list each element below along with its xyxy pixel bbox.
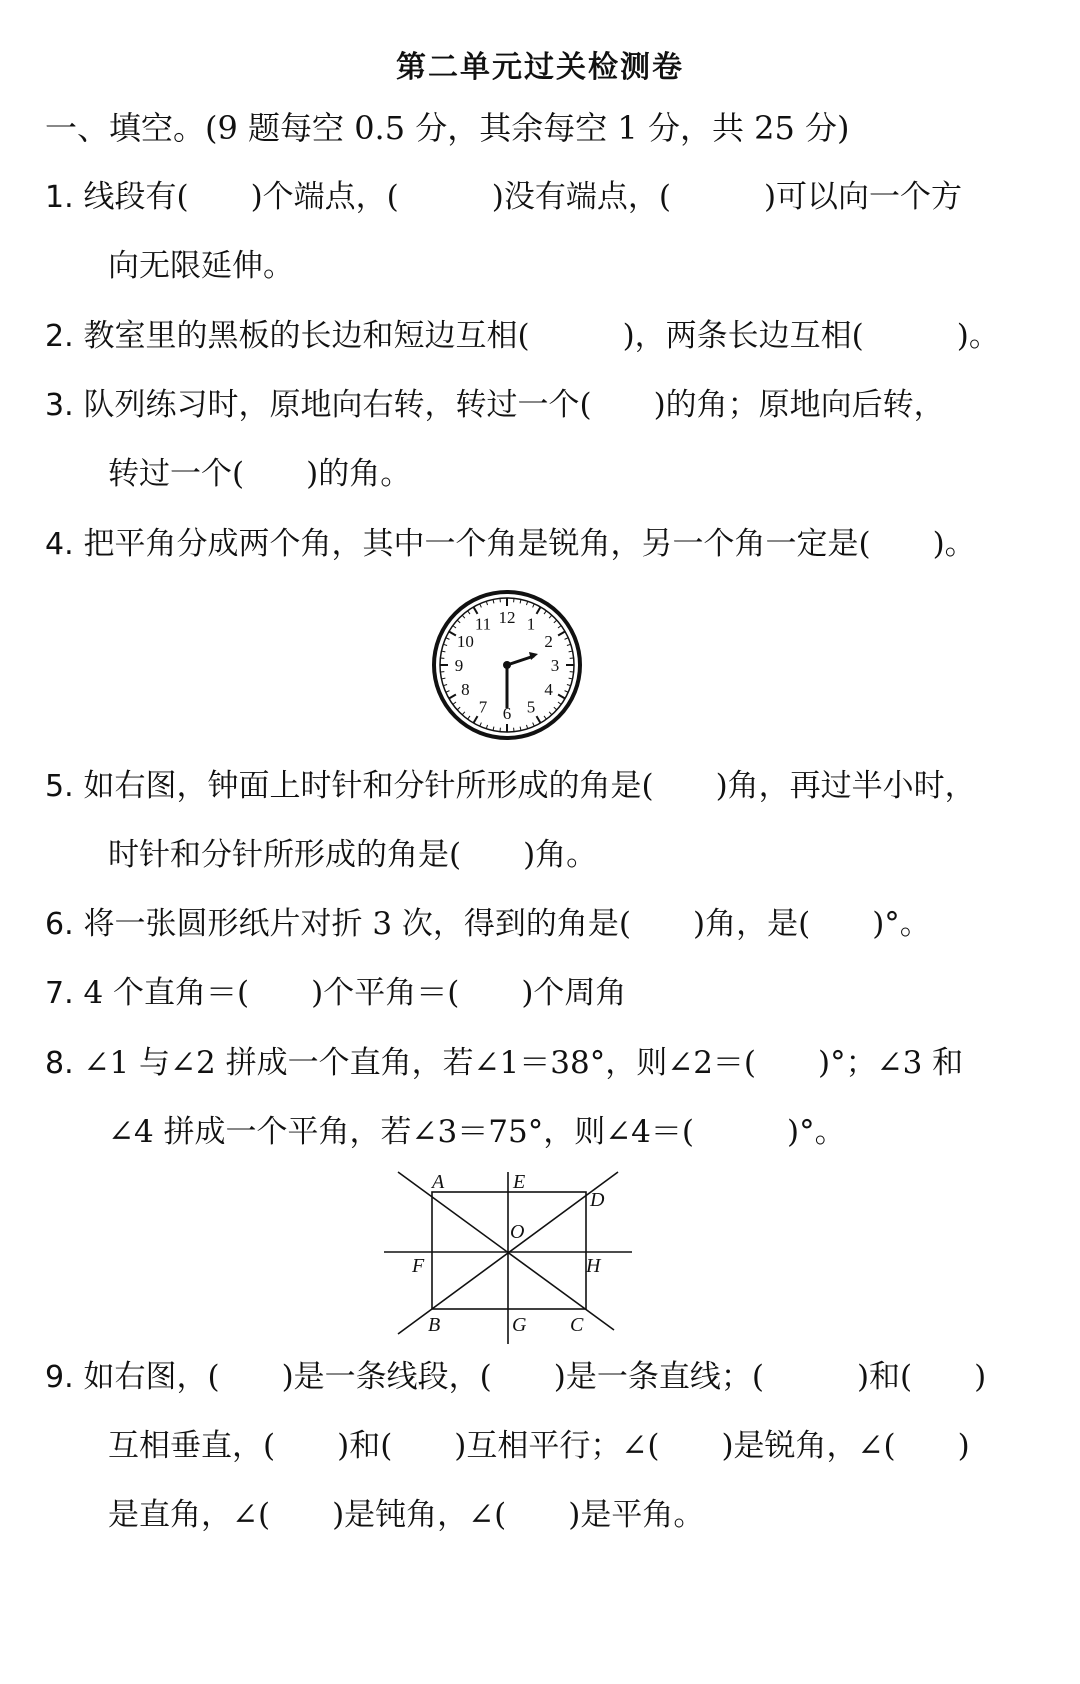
label-E: E — [513, 1171, 526, 1193]
question-number: 4. — [45, 527, 74, 562]
clock-number: 5 — [526, 697, 536, 717]
question-number: 5. — [45, 769, 74, 804]
clock-figure — [430, 588, 584, 742]
question-number: 6. — [45, 907, 74, 942]
question-5-cont: 时针和分针所形成的角是( )角。 — [108, 837, 598, 873]
label-D: D — [590, 1189, 605, 1211]
clock-number: 3 — [550, 656, 560, 675]
question-number: 1. — [45, 180, 74, 215]
question-6 — [45, 904, 931, 945]
question-text: 教室里的黑板的长边和短边互相( )，两条长边互相( )。 — [83, 318, 1000, 354]
question-9-cont-1: 互相垂直，( )和( )互相平行；∠( )是锐角，∠( ) — [108, 1428, 970, 1464]
question-3 — [45, 385, 945, 426]
question-number: 8. — [45, 1046, 74, 1081]
question-5 — [45, 766, 976, 807]
label-G: G — [512, 1314, 527, 1336]
label-O: O — [510, 1221, 525, 1243]
question-text: 线段有( )个端点，( )没有端点，( )可以向一个方 — [83, 179, 963, 215]
question-2 — [45, 316, 1000, 357]
question-9-cont-2: 是直角，∠( )是钝角，∠( )是平角。 — [108, 1497, 705, 1533]
question-8 — [45, 1043, 963, 1084]
label-H: H — [586, 1255, 601, 1277]
geometry-figure — [380, 1168, 636, 1348]
line-AC-diagonal — [398, 1172, 614, 1330]
question-number: 9. — [45, 1360, 74, 1395]
clock-number: 10 — [456, 632, 474, 651]
label-B: B — [428, 1314, 441, 1336]
label-A: A — [432, 1171, 445, 1193]
section-heading: 一、填空。(9 题每空 0.5 分，其余每空 1 分，共 25 分) — [45, 109, 850, 147]
question-7 — [45, 973, 626, 1014]
clock-number: 8 — [461, 680, 470, 699]
question-1 — [45, 177, 962, 218]
clock-number: 2 — [544, 632, 553, 651]
clock-center — [503, 661, 511, 669]
question-number: 3. — [45, 388, 74, 423]
question-number: 7. — [45, 976, 74, 1011]
page-title: 第二单元过关检测卷 — [396, 50, 684, 85]
question-4 — [45, 524, 976, 565]
question-text: 把平角分成两个角，其中一个角是锐角，另一个角一定是( )。 — [83, 526, 976, 562]
question-text: 将一张圆形纸片对折 3 次，得到的角是( )角，是( )°。 — [83, 906, 931, 942]
clock-number: 9 — [454, 656, 464, 675]
clock-number: 6 — [502, 704, 512, 723]
question-number: 2. — [45, 319, 74, 354]
label-F: F — [412, 1255, 425, 1277]
question-text: 4 个直角＝( )个平角＝( )个周角 — [83, 975, 627, 1011]
clock-number: 1 — [526, 614, 536, 634]
clock-number: 11 — [474, 614, 492, 634]
question-3-cont: 转过一个( )的角。 — [108, 456, 412, 492]
question-text: 队列练习时，原地向右转，转过一个( )的角；原地向后转， — [83, 387, 945, 423]
question-text: 如右图，( )是一条线段，( )是一条直线；( )和( ) — [83, 1359, 987, 1395]
question-9 — [45, 1357, 986, 1398]
clock-number: 12 — [498, 608, 516, 627]
question-text: ∠1 与∠2 拼成一个直角，若∠1＝38°，则∠2＝( )°；∠3 和 — [83, 1045, 964, 1081]
clock-number: 7 — [478, 697, 488, 717]
clock-number: 4 — [544, 680, 553, 699]
question-8-cont: ∠4 拼成一个平角，若∠3＝75°，则∠4＝( )°。 — [108, 1114, 846, 1150]
question-text: 如右图，钟面上时针和分针所形成的角是( )角，再过半小时， — [83, 768, 976, 804]
label-C: C — [570, 1314, 584, 1336]
question-1-cont: 向无限延伸。 — [108, 248, 294, 284]
